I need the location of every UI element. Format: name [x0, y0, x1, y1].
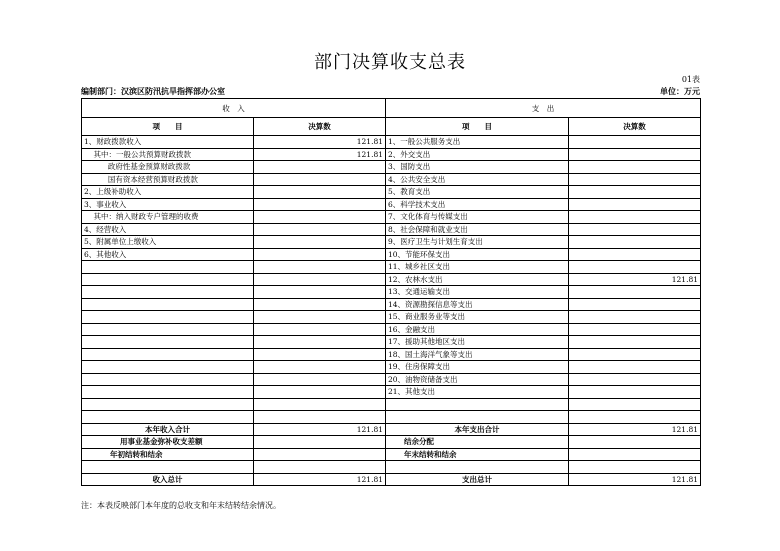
- table-row: [82, 173, 701, 186]
- income-amount-cell: [254, 261, 386, 274]
- expense-amount-cell: [569, 336, 701, 349]
- income-item-cell: [82, 311, 254, 324]
- income-amount-cell: [254, 248, 386, 261]
- income-item-cell: [82, 323, 254, 336]
- expense-item-cell: 18、国土海洋气象等支出: [386, 348, 569, 361]
- income-amount-cell: [254, 211, 386, 224]
- table-row: [82, 261, 701, 274]
- expense-item-cell: [386, 398, 569, 411]
- table-row: [82, 323, 701, 336]
- income-total-value: 121.81: [254, 473, 386, 486]
- end-balance-label: 年末结转和结余: [386, 448, 569, 461]
- table-row: [82, 398, 701, 411]
- expense-amount-cell: [569, 236, 701, 249]
- expense-total-label: 支出总计: [386, 473, 569, 486]
- income-item-header: 项 目: [82, 118, 254, 136]
- expense-item-cell: 3、国防支出: [386, 161, 569, 174]
- surplus-label: 结余分配: [386, 436, 569, 449]
- expense-item-cell: 1、一般公共服务支出: [386, 136, 569, 149]
- income-amount-cell: [254, 373, 386, 386]
- expense-item-cell: 8、社会保障和就业支出: [386, 223, 569, 236]
- income-amount-cell: [254, 348, 386, 361]
- income-amount-cell: [254, 198, 386, 211]
- income-item-cell: [82, 386, 254, 399]
- expense-amount-cell: [569, 186, 701, 199]
- expense-amount-cell: [569, 198, 701, 211]
- expense-item-cell: 5、教育支出: [386, 186, 569, 199]
- page-title: 部门决算收支总表: [314, 52, 466, 73]
- table-row: [82, 161, 701, 174]
- surplus-value: [569, 436, 701, 449]
- expense-item-cell: 4、公共安全支出: [386, 173, 569, 186]
- income-item-cell: [82, 286, 254, 299]
- income-total-label: 收入总计: [82, 473, 254, 486]
- expense-item-cell: 17、援助其他地区支出: [386, 336, 569, 349]
- income-item-cell: 政府性基金预算财政拨款: [82, 161, 254, 174]
- expense-item-cell: 15、商业服务业等支出: [386, 311, 569, 324]
- footnote: 注：本表反映部门本年度的总收支和年末结转结余情况。: [81, 501, 281, 510]
- year-expense-total-label: 本年支出合计: [386, 423, 569, 436]
- expense-header: 支 出: [386, 99, 701, 118]
- expense-item-cell: 10、节能环保支出: [386, 248, 569, 261]
- expense-amount-cell: [569, 161, 701, 174]
- income-amount-cell: 121.81: [254, 136, 386, 149]
- expense-amount-cell: [569, 398, 701, 411]
- income-header: 收 入: [82, 99, 386, 118]
- income-item-cell: 1、财政拨款收入: [82, 136, 254, 149]
- expense-item-cell: 16、金融支出: [386, 323, 569, 336]
- income-amount-cell: [254, 398, 386, 411]
- income-amount-cell: [254, 411, 386, 424]
- spacer-cell: [254, 461, 386, 474]
- income-amount-cell: [254, 323, 386, 336]
- table-row: [82, 186, 701, 199]
- expense-amount-cell: [569, 386, 701, 399]
- year-expense-total-value: 121.81: [569, 423, 701, 436]
- expense-amount-cell: [569, 223, 701, 236]
- income-amount-cell: [254, 236, 386, 249]
- expense-item-cell: 12、农林水支出: [386, 273, 569, 286]
- income-item-cell: [82, 336, 254, 349]
- spacer-cell: [82, 461, 254, 474]
- expense-item-cell: [386, 411, 569, 424]
- spacer-cell: [386, 461, 569, 474]
- expense-item-cell: 21、其他支出: [386, 386, 569, 399]
- income-amount-cell: [254, 386, 386, 399]
- table-row: [82, 311, 701, 324]
- income-item-cell: [82, 373, 254, 386]
- income-amount-cell: [254, 311, 386, 324]
- table-row: [82, 198, 701, 211]
- expense-amount-cell: [569, 348, 701, 361]
- expense-amount-cell: [569, 411, 701, 424]
- expense-amount-cell: [569, 323, 701, 336]
- table-row: [82, 136, 701, 149]
- income-item-cell: 5、附属单位上缴收入: [82, 236, 254, 249]
- expense-item-cell: 14、资源勘探信息等支出: [386, 298, 569, 311]
- department-label: 编制部门：汉滨区防汛抗旱指挥部办公室: [81, 86, 225, 96]
- income-item-cell: [82, 361, 254, 374]
- income-amount-cell: [254, 186, 386, 199]
- expense-item-cell: 6、科学技术支出: [386, 198, 569, 211]
- unit-label: 单位：万元: [660, 86, 700, 96]
- income-amount-cell: [254, 361, 386, 374]
- table-number: 01表: [681, 75, 700, 84]
- expense-item-cell: 20、油物资储备支出: [386, 373, 569, 386]
- table-row: [82, 386, 701, 399]
- income-amount-cell: [254, 336, 386, 349]
- expense-amount-cell: [569, 148, 701, 161]
- expense-amount-cell: 121.81: [569, 273, 701, 286]
- income-item-cell: [82, 398, 254, 411]
- table-row: [82, 411, 701, 424]
- expense-amount-cell: [569, 173, 701, 186]
- income-item-cell: [82, 273, 254, 286]
- income-item-cell: 国有资本经营预算财政拨款: [82, 173, 254, 186]
- income-item-cell: [82, 411, 254, 424]
- income-item-cell: 4、经营收入: [82, 223, 254, 236]
- income-amount-cell: [254, 273, 386, 286]
- year-income-total-value: 121.81: [254, 423, 386, 436]
- expense-item-cell: 2、外交支出: [386, 148, 569, 161]
- table-row: [82, 348, 701, 361]
- income-amount-cell: 121.81: [254, 148, 386, 161]
- table-row: [82, 148, 701, 161]
- expense-amount-cell: [569, 136, 701, 149]
- expense-item-header: 项 目: [386, 118, 569, 136]
- expense-amount-cell: [569, 361, 701, 374]
- income-amount-cell: [254, 161, 386, 174]
- expense-amount-cell: [569, 261, 701, 274]
- expense-amount-cell: [569, 211, 701, 224]
- income-item-cell: [82, 298, 254, 311]
- expense-amount-cell: [569, 298, 701, 311]
- expense-item-cell: 7、文化体育与传媒支出: [386, 211, 569, 224]
- income-item-cell: 2、上级补助收入: [82, 186, 254, 199]
- income-amount-cell: [254, 223, 386, 236]
- income-amount-cell: [254, 286, 386, 299]
- expense-total-value: 121.81: [569, 473, 701, 486]
- table-row: [82, 223, 701, 236]
- expense-amount-header: 决算数: [569, 118, 701, 136]
- expense-item-cell: 9、医疗卫生与计划生育支出: [386, 236, 569, 249]
- expense-item-cell: 19、住房保障支出: [386, 361, 569, 374]
- income-item-cell: [82, 261, 254, 274]
- table-row: [82, 236, 701, 249]
- expense-amount-cell: [569, 311, 701, 324]
- income-item-cell: 6、其他收入: [82, 248, 254, 261]
- income-amount-cell: [254, 298, 386, 311]
- expense-item-cell: 11、城乡社区支出: [386, 261, 569, 274]
- table-row: [82, 361, 701, 374]
- begin-balance-value: [254, 448, 386, 461]
- income-item-cell: 其中：纳入财政专户管理的收费: [82, 211, 254, 224]
- income-item-cell: 3、事业收入: [82, 198, 254, 211]
- expense-item-cell: 13、交通运输支出: [386, 286, 569, 299]
- income-item-cell: 其中：一般公共预算财政拨款: [82, 148, 254, 161]
- table-row: [82, 336, 701, 349]
- end-balance-value: [569, 448, 701, 461]
- spacer-cell: [569, 461, 701, 474]
- budget-summary-table: [81, 98, 701, 486]
- expense-amount-cell: [569, 286, 701, 299]
- fund-gap-value: [254, 436, 386, 449]
- expense-amount-cell: [569, 373, 701, 386]
- fund-gap-label: 用事业基金弥补收支差额: [82, 436, 254, 449]
- table-row: [82, 248, 701, 261]
- income-item-cell: [82, 348, 254, 361]
- table-row: [82, 273, 701, 286]
- table-row: [82, 298, 701, 311]
- income-amount-header: 决算数: [254, 118, 386, 136]
- income-amount-cell: [254, 173, 386, 186]
- expense-amount-cell: [569, 248, 701, 261]
- begin-balance-label: 年初结转和结余: [82, 448, 254, 461]
- table-row: [82, 286, 701, 299]
- table-row: [82, 211, 701, 224]
- table-row: [82, 373, 701, 386]
- year-income-total-label: 本年收入合计: [82, 423, 254, 436]
